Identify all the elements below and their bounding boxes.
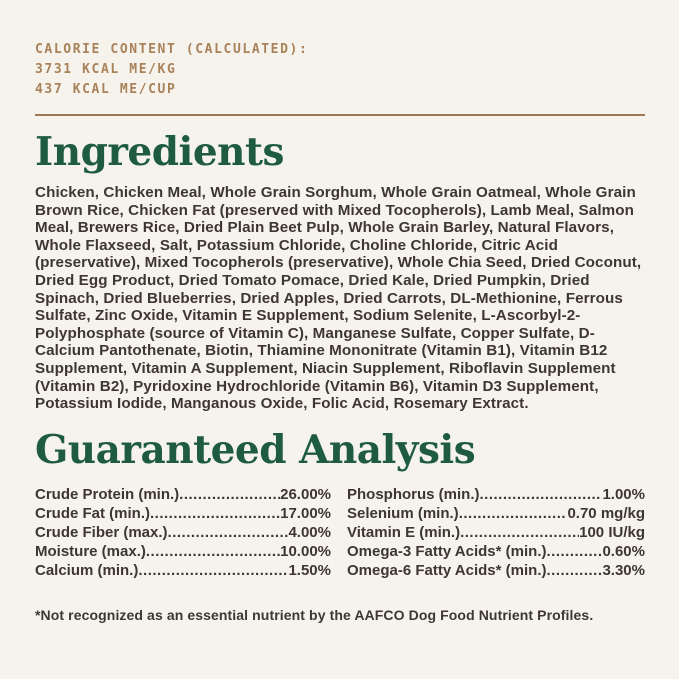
dot-leader (460, 523, 579, 542)
aafco-footnote: *Not recognized as an essential nutrient by the AAFCO Dog Food Nutrient Profiles. (35, 606, 594, 623)
dot-leader (138, 561, 288, 580)
dot-leader (179, 485, 280, 504)
analysis-value: 0.70 mg/kg (567, 504, 645, 522)
analysis-row (347, 542, 645, 561)
guaranteed-analysis-heading: Guaranteed Analysis (35, 426, 476, 473)
dot-leader (150, 504, 280, 523)
analysis-value: 10.00% (280, 542, 331, 560)
analysis-label: Crude Fat (min.) (35, 504, 150, 522)
analysis-value: 17.00% (280, 504, 331, 522)
analysis-row (35, 504, 331, 523)
analysis-label: Selenium (min.) (347, 504, 459, 522)
ingredients-list: Chicken, Chicken Meal, Whole Grain Sorghum, Whole Grain Oatmeal, Whole Grain Brown Rice, Chicken Fat (preserved with Mixed Tocopherols), Lamb Meal, Salmon Meal, Brewers Rice, Dried Plain Beet Pulp, Whole Grain Barley, Natural Flavors, Whole Flaxseed, Salt, Potassium Chloride, Choline Chloride, Citric Acid (preservative), Mixed Tocopherols (preservative), Whole Chia Seed, Dried Coconut, Dried Egg Product, Dried Tomato Pomace, Dried Kale, Dried Pumpkin, Dried Spinach, Dried Blueberries, Dried Apples, Dried Carrots, DL-Methionine, Ferrous Sulfate, Zinc Oxide, Vitamin E Supplement, Sodium Selenite, L-Ascorbyl-2-Polyphosphate (source of Vitamin C), Manganese Sulfate, Copper Sulfate, D-Calcium Pantothenate, Biotin, Thiamine Mononitrate (Vitamin B1), Vitamin B12 Supplement, Vitamin A Supplement, Niacin Supplement, Riboflavin Supplement (Vitamin B2), Pyridoxine Hydrochloride (Vitamin B6), Vitamin D3 Supplement, Potassium Iodide, Manganous Oxide, Folic Acid, Rosemary Extract. (35, 184, 642, 413)
analysis-value: 1.50% (288, 561, 331, 579)
dot-leader (146, 542, 280, 561)
analysis-value: 3.30% (602, 561, 645, 579)
analysis-column-right (347, 485, 645, 580)
dot-leader (459, 504, 568, 523)
calorie-kcal-per-kg: 3731 KCAL ME/KG (35, 62, 177, 77)
analysis-value: 26.00% (280, 485, 331, 503)
analysis-row (347, 523, 645, 542)
analysis-row (35, 485, 331, 504)
calorie-content-heading: CALORIE CONTENT (CALCULATED): (35, 42, 309, 57)
ingredients-heading: Ingredients (35, 129, 284, 175)
analysis-row (347, 504, 645, 523)
analysis-value: 100 IU/kg (579, 523, 645, 541)
analysis-label: Moisture (max.) (35, 542, 146, 560)
analysis-value: 4.00% (288, 523, 331, 541)
section-divider (35, 114, 645, 116)
dot-leader (480, 485, 603, 504)
analysis-label: Phosphorus (min.) (347, 485, 480, 503)
analysis-row (35, 561, 331, 580)
dot-leader (168, 523, 289, 542)
dot-leader (546, 561, 602, 580)
analysis-label: Omega-6 Fatty Acids* (min.) (347, 561, 547, 579)
analysis-value: 0.60% (602, 542, 645, 560)
analysis-row (347, 561, 645, 580)
analysis-row (347, 485, 645, 504)
calorie-content-block (35, 40, 645, 100)
analysis-row (35, 542, 331, 561)
analysis-label: Calcium (min.) (35, 561, 139, 579)
guaranteed-analysis-table (35, 485, 645, 580)
analysis-value: 1.00% (602, 485, 645, 503)
analysis-label: Omega-3 Fatty Acids* (min.) (347, 542, 547, 560)
dot-leader (546, 542, 602, 561)
analysis-row (35, 523, 331, 542)
analysis-label: Vitamin E (min.) (347, 523, 461, 541)
analysis-label: Crude Fiber (max.) (35, 523, 168, 541)
analysis-label: Crude Protein (min.) (35, 485, 180, 503)
calorie-kcal-per-cup: 437 KCAL ME/CUP (35, 82, 177, 97)
analysis-column-left (35, 485, 331, 580)
